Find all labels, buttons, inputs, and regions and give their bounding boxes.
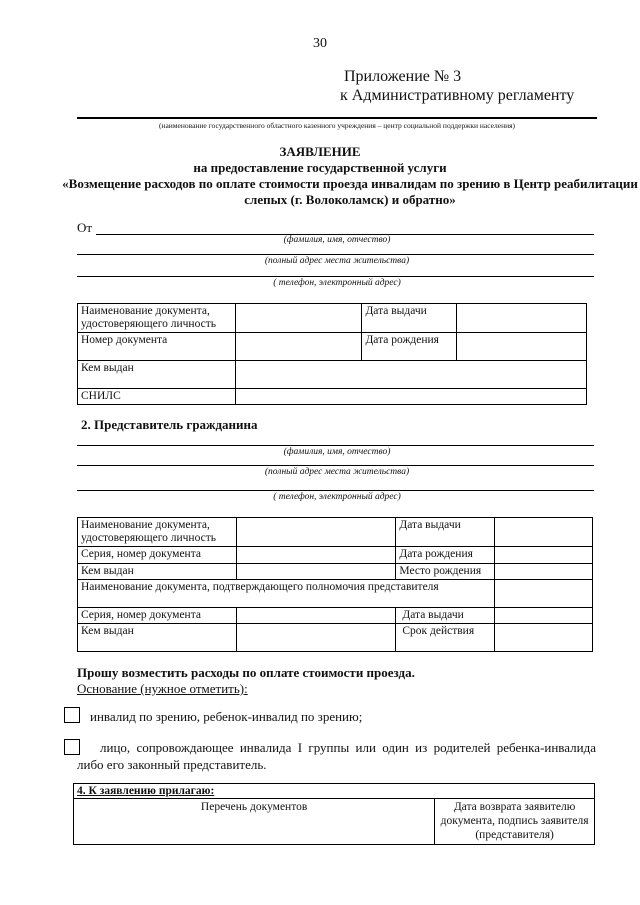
attachments-table — [73, 783, 595, 845]
rep-birth-place-label: Место рождения — [396, 564, 495, 580]
attachments-heading: 4. К заявлению прилагаю: — [74, 784, 595, 799]
representative-name-hint: (фамилия, имя, отчество) — [283, 447, 391, 457]
option2-label: лицо, сопровождающее инвалида I группы или один из родителей ребенка-инвалида либо его законный представитель. — [77, 740, 596, 772]
representative-address-field[interactable] — [77, 465, 594, 466]
applicant-name-hint: (фамилия, имя, отчество) — [283, 235, 391, 245]
rep-series-number-label: Серия, номер документа — [78, 547, 237, 564]
applicant-contacts-hint: ( телефон, электронный адрес) — [273, 278, 401, 288]
request-text: Прошу возместить расходы по оплате стоимости проезда. — [77, 665, 415, 680]
rep-validity-label: Срок действия — [396, 624, 495, 652]
form-subtitle: на предоставление государственной услуги — [193, 160, 447, 175]
representative-address-hint: (полный адрес места жительства) — [264, 467, 410, 477]
rep-issued-by-label: Кем выдан — [78, 564, 237, 580]
from-label: От — [77, 220, 93, 235]
organization-hint: (наименование государственного областного казенного учреждения – центр социальной поддержки населения) — [158, 121, 516, 130]
rep-birth-date-label: Дата рождения — [396, 547, 495, 564]
organization-line[interactable] — [77, 117, 597, 119]
rep-issued-by2-label: Кем выдан — [78, 624, 237, 652]
service-name: «Возмещение расходов по оплате стоимости проезда инвалидам по зрению в Центр реабилитации слепых (г. Волоколамск) и обратно» — [62, 176, 638, 207]
issue-date-label: Дата выдачи — [362, 304, 457, 333]
birth-date-label: Дата рождения — [362, 333, 457, 361]
doc-number-label: Номер документа — [78, 333, 236, 361]
option1-label: инвалид по зрению, ребенок-инвалид по зрению; — [90, 709, 363, 724]
appendix-line-1: Приложение № 3 — [344, 68, 462, 85]
rep-birth-place-value[interactable] — [495, 564, 593, 580]
representative-document-table — [77, 517, 593, 652]
representative-name-field[interactable] — [77, 445, 594, 446]
rep-birth-date-value[interactable] — [495, 547, 593, 564]
applicant-address-hint: (полный адрес места жительства) — [264, 256, 410, 266]
rep-issue-date-label: Дата выдачи — [396, 518, 495, 547]
representative-contacts-hint: ( телефон, электронный адрес) — [273, 492, 401, 502]
doc-name-value[interactable] — [235, 304, 362, 333]
doc-name-label: Наименование документа, удостоверяющего личность — [78, 304, 236, 333]
representative-heading: 2. Представитель гражданина — [81, 417, 258, 432]
rep-issued-by2-value[interactable] — [236, 624, 396, 652]
rep-doc-name-label: Наименование документа, удостоверяющего личность — [78, 518, 237, 547]
snils-value[interactable] — [235, 389, 586, 405]
rep-doc-name-value[interactable] — [236, 518, 396, 547]
birth-date-value[interactable] — [457, 333, 587, 361]
issued-by-label: Кем выдан — [78, 361, 236, 389]
authority-doc-label: Наименование документа, подтверждающего полномочия представителя — [78, 580, 495, 608]
rep-issue-date2-value[interactable] — [495, 608, 593, 624]
documents-list-header: Перечень документов — [74, 799, 435, 845]
appendix-line-2: к Административному регламенту — [340, 87, 575, 104]
basis-label: Основание (нужное отметить): — [77, 681, 248, 696]
authority-doc-value[interactable] — [495, 580, 593, 608]
snils-label: СНИЛС — [78, 389, 236, 405]
form-title: ЗАЯВЛЕНИЕ — [279, 144, 361, 159]
option1-checkbox[interactable] — [64, 707, 80, 723]
rep-series-number2-value[interactable] — [236, 608, 396, 624]
issue-date-value[interactable] — [457, 304, 587, 333]
applicant-document-table — [77, 303, 587, 405]
doc-number-value[interactable] — [235, 333, 362, 361]
applicant-contacts-field[interactable] — [77, 276, 594, 277]
rep-issued-by-value[interactable] — [236, 564, 396, 580]
rep-validity-value[interactable] — [495, 624, 593, 652]
rep-series-number-value[interactable] — [236, 547, 396, 564]
return-date-header: Дата возврата заявителю документа, подпись заявителя (представителя) — [435, 799, 595, 845]
representative-contacts-field[interactable] — [77, 490, 594, 491]
rep-issue-date2-label: Дата выдачи — [396, 608, 495, 624]
rep-series-number2-label: Серия, номер документа — [78, 608, 237, 624]
issued-by-value[interactable] — [235, 361, 586, 389]
applicant-address-field[interactable] — [77, 254, 594, 255]
page-number: 30 — [313, 36, 327, 51]
rep-issue-date-value[interactable] — [495, 518, 593, 547]
